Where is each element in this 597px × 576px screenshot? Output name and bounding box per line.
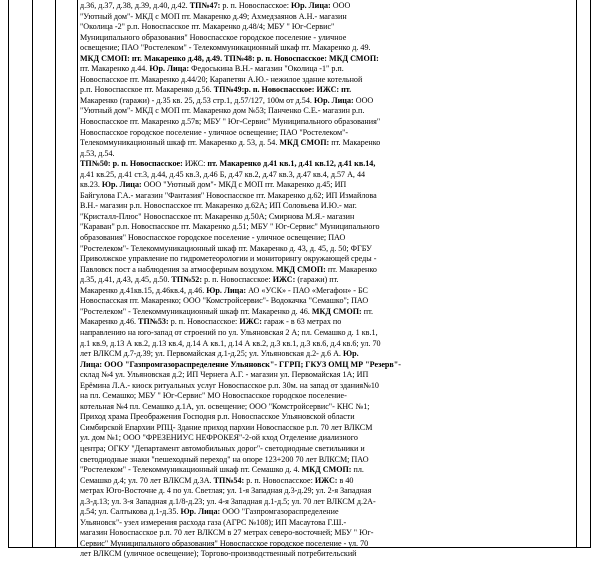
text-fragment: р. п. Новоспасское: (254, 53, 329, 63)
text-line (80, 423, 574, 434)
text-fragment: Макаренко д.46. (80, 317, 139, 327)
text-fragment: освещение; ПАО "Ростелеком" - Телекоммуникационный шкаф пт. Макаренко д. 49. (80, 43, 371, 53)
text-fragment: д.41 кв.25, д.41 ст.3, д.44, д.45 кв.3, д.46 Б, д.47 кв.2, д.47 кв.3, д.47 кв.4, д.57 А, 44 (80, 169, 366, 179)
text-fragment: пт. Макаренко д.41 кв.1, д.41 кв.12, д.41 кв.14, (205, 159, 376, 169)
text-line (80, 539, 574, 550)
text-fragment: кв.23. (80, 180, 102, 190)
text-line (80, 117, 574, 128)
text-fragment: Федоськина В.Н.- магазин "Околица -1" р.п. (189, 64, 344, 74)
text-fragment: Новоспасская пт. Макаренко; ООО "Комстройсервис"- Водокачка "Семашко"; ПАО (80, 296, 369, 306)
text-line (80, 254, 574, 265)
text-fragment: ТП№49:р. п. Новоспасское: ИЖС: пт. (213, 85, 352, 95)
text-line (80, 402, 574, 413)
text-fragment: образования" Новоспасское городское поселение - уличное освещение; ПАО (80, 233, 346, 243)
text-fragment: В.Н.- магазин р.п. Новоспасское пт. Макаренко д.62А; ИП Соловьева И.Ю.- маг. (80, 201, 357, 211)
text-fragment: лет ВЛКСМ (уличное освещение); Торгово-производственный потребительский (80, 549, 357, 559)
text-fragment: ТП№50: (80, 159, 111, 169)
text-line (80, 307, 574, 318)
text-fragment: пл. (351, 465, 364, 475)
text-line (80, 201, 574, 212)
text-fragment: котельная №4 пл. Семашко д.1А, ул. освещение; ООО "Комстройсервис"- КНС №1; (80, 401, 370, 411)
text-fragment: Юр. (342, 349, 359, 359)
text-fragment: Юр. Лица: (313, 95, 354, 105)
text-fragment: р. п. Новоспасское: (244, 475, 315, 485)
text-fragment: пт. Макаренко (325, 264, 377, 274)
text-fragment: Ерёмина Л.А.- киоск ритуальных услуг Новоспасское р.п. 30м. на запад от здания№10 (80, 380, 379, 390)
text-fragment: Юр. Лица: (206, 285, 247, 295)
text-fragment: магазин Новоспасское р.п. 70 лет ВЛКСМ в 27 метрах северо-восточней; МБУ " Юг- (80, 528, 374, 538)
text-line (80, 507, 574, 518)
text-fragment: Лица: (80, 359, 103, 369)
text-fragment: д.35, д.41, д.43, д.45, д.50. (80, 275, 172, 285)
text-line (80, 518, 574, 529)
text-fragment: ИЖС: (272, 275, 296, 285)
text-fragment: Макаренко д.41кв.15, д.46кв.4, д.46. (80, 285, 207, 295)
text-line (80, 212, 574, 223)
text-fragment: метрах Юго-Восточне д. 4 по ул. Светлая; ул. 1-я Западная д.3-д.29; ул. 2-я Западная (80, 486, 372, 496)
text-fragment: "Ростелеком" - Телекоммуникационный шкаф пт. Семашко д. 4. (80, 465, 302, 475)
text-fragment: Юр. Лица: (180, 507, 221, 517)
text-line (80, 391, 574, 402)
text-fragment: светодиодные знаки "пешеходный переход" на опоре 123+200 70 лет ВЛКСМ; ПАО (80, 454, 369, 464)
text-line (80, 191, 574, 202)
table-divider-1 (32, 0, 33, 548)
text-fragment: Макаренко (гаражи) - д.35 кв. 25, д.53 стр.1, д.57/127, 100м от д.54. (80, 95, 314, 105)
text-line (80, 275, 574, 286)
text-fragment: пт. Макаренко (329, 138, 381, 148)
text-line (80, 149, 574, 160)
text-fragment: МКД СМОП: (328, 53, 379, 63)
text-fragment: "Уютный дом"- МКД с МОП пт. Макаренко дом №53; Панченко С.Е.- магазин р.п. (80, 106, 365, 116)
text-fragment: МКД СМОП: (80, 53, 130, 63)
text-fragment: Муниципального образования" Новоспасское городское поселение - уличное (80, 32, 347, 42)
text-fragment: Приволжское управление по гидрометеорологии и мониторингу окружающей среды - (80, 254, 377, 264)
text-fragment: ТП№48: (224, 53, 255, 63)
text-fragment: ул. дом №1; ООО "ФРЕЗЕНИУС НЕФРОКЕЯ"-2-ой кход Отделение диализного (80, 433, 358, 443)
text-fragment: ООО (353, 95, 374, 105)
text-line (80, 85, 574, 96)
text-line (80, 497, 574, 508)
text-fragment: Симбирской Епархии РПЦ- Здание приход пархии Новоспасское р.п. 70 лет ВЛКСМ (80, 422, 373, 432)
text-line (80, 43, 574, 54)
text-fragment: МКД СМОП: (275, 264, 326, 274)
text-fragment: Новоспасское пт. Макаренко д.44/20; Карапетян А.Ю.- нежилое здание котельной (80, 74, 363, 84)
table-divider-2 (55, 0, 56, 548)
text-line (80, 486, 574, 497)
text-line (80, 159, 574, 170)
text-fragment: Юр. Лица: (101, 180, 142, 190)
text-fragment: Ульяновск"- узел измерения расхода газа (АГРС №108); ИП Масаутова Г.Ш.- (80, 517, 347, 527)
text-fragment: "Ростелеком" - Телекоммуникационный шкаф пт. Макаренко д. 46. (80, 306, 312, 316)
text-fragment: ТП№54: (213, 475, 245, 485)
text-line (80, 476, 574, 487)
text-fragment: д.36, д.37, д.38, д.39, д.40, д.42. (80, 1, 190, 10)
text-line (80, 1, 574, 12)
text-line (80, 465, 574, 476)
text-fragment: Юр. Лица: (290, 1, 331, 10)
text-line (80, 328, 574, 339)
table-cell-text (80, 1, 574, 560)
text-line (80, 222, 574, 233)
text-fragment: ИЖС: (184, 159, 206, 169)
text-fragment: д.3-д.13; ул. 3-я Западная д.1/8-д.23; ул. 4-я Западная д.1-д.5; ул. 70 лет ВЛКСМ д.2А- (80, 496, 376, 506)
text-fragment: МКД СМОП: (279, 138, 330, 148)
text-fragment: "Околица -2" р.п. Новоспасское пт. Макаренко д.48/4; МБУ " Юг-Сервис" (80, 22, 335, 32)
text-fragment: Телекоммуникационный шкаф пт. Макаренко д. 53, д. 54. (80, 138, 280, 148)
text-fragment: д.1 кв.9, д.13 А кв.2, д.13 кв.4, д.14 А кв.1, д.14 А кв.2, д.3 кв.1, д.3 кв.6, д.4 кв.6; ул. 70 (80, 338, 381, 348)
text-line (80, 170, 574, 181)
text-fragment: ТП№53: (138, 317, 169, 327)
text-line (80, 64, 574, 75)
text-fragment: р.п. Новоспасское пт. Макаренко д.56. (80, 85, 214, 95)
text-fragment: МКД СМОП: (301, 465, 352, 475)
text-fragment: на пл. Семашко; МБУ " Юг-Сервис" МО Новоспасское городское поселение- (80, 391, 347, 401)
text-fragment: пт. Макаренко д.48, д.49. (129, 53, 225, 63)
text-fragment: ООО (330, 1, 351, 10)
text-fragment: (гаражи) пт. (295, 275, 339, 285)
text-fragment: "Кристалл-Плюс" Новоспасское пт. Макаренко д.50А; Смирнова М.Я.- магазин (80, 211, 355, 221)
text-line (80, 75, 574, 86)
text-line (80, 22, 574, 33)
text-fragment: Новоспасское пт. Макаренко д.57в; МБУ " Юг-Сервис" Муниципального образования" (80, 117, 381, 127)
text-line (80, 370, 574, 381)
table-border-right (590, 0, 591, 548)
text-fragment: лет ВЛКСМ д.7-д.39; ул. Первомайская д.1-д.25; ул. Ульяновская д.2- д.6 А. (80, 349, 343, 359)
text-fragment: центра; ОГКУ "Департамент автомобильных дорог"- светодиодные светильники и (80, 443, 365, 453)
text-line (80, 296, 574, 307)
text-line (80, 33, 574, 44)
text-fragment: гараж - в 63 метрах по (261, 317, 342, 327)
text-line (80, 180, 574, 191)
text-fragment: склад №4 ул. Ульяновская д.2; ИП Чернега А.Г. - магазин ул. Первомайская 1А; ИП (80, 370, 369, 380)
text-fragment: АО «УСК» - ПАО «Мегафон» - БС (246, 285, 368, 295)
text-line (80, 317, 574, 328)
text-line (80, 138, 574, 149)
text-line (80, 286, 574, 297)
text-fragment: д.53, д.54. (80, 148, 115, 158)
text-fragment: Приход храма Преображения Господня р.п. Новоспасское Ульяновской области (80, 412, 355, 422)
table-divider-4 (576, 0, 577, 548)
text-fragment: пт. Макаренко д.44. (80, 64, 150, 74)
text-line (80, 233, 574, 244)
text-line (80, 349, 574, 360)
text-fragment: Байгулова Г.А.- магазин "Фантазия" Новоспасское пт. Макаренко д.62; ИП Измайлова (80, 190, 377, 200)
text-fragment: МКД СМОП: (311, 306, 362, 316)
text-fragment: р. п. Новоспасское: (202, 275, 273, 285)
text-fragment: "Уютный дом"- МКД с МОП пт. Макаренко д.49; Ахмедзаянов А.Н.- магазин (80, 11, 347, 21)
text-line (80, 96, 574, 107)
text-fragment: Павловск пост а наблюдения за атмосферным воздухом. (80, 264, 276, 274)
text-fragment: направлению на юго-запад от строений по ул. Ульяновская 2 А; пл. Семашко д. 1 кв.1, (80, 327, 378, 337)
text-fragment: д.54; ул. Салтыкова д.1-д.35. (80, 507, 181, 517)
text-fragment: "Ростелеком"- Телекоммуникационный шкаф пт. Макаренко д. 43, д. 45, д. 50; ФГБУ (80, 243, 372, 253)
text-line (80, 381, 574, 392)
text-line (80, 412, 574, 423)
text-fragment: р. п. Новоспасское: (168, 317, 240, 327)
text-line (80, 12, 574, 23)
text-fragment: Сервис" Муниципального образования" Новоспасское городское поселение - ул. 70 (80, 538, 369, 548)
text-line (80, 549, 574, 560)
text-line (80, 528, 574, 539)
text-line (80, 444, 574, 455)
text-fragment: ООО "Газпромгазораспределение Ульяновск"- ГГРП; ГКУЗ ОМЦ МР "Резерв"- (102, 359, 401, 369)
text-fragment: р. п. Новоспасское: (110, 159, 185, 169)
text-fragment: пт. (361, 306, 374, 316)
text-fragment: ТП№47: (189, 1, 221, 10)
text-fragment: ИЖС: (239, 317, 262, 327)
text-fragment: ООО "Газпромгазораспределение (220, 507, 339, 517)
text-fragment: Юр. Лица: (149, 64, 190, 74)
text-fragment: "Караван" р.п. Новоспасское пт. Макаренко д.51; МБУ " Юг-Сервис" Муниципального (80, 222, 380, 232)
text-line (80, 106, 574, 117)
text-line (80, 244, 574, 255)
text-fragment: р. п. Новоспасское: (220, 1, 291, 10)
text-line (80, 265, 574, 276)
text-fragment: Семашко д.4; ул. 70 лет ВЛКСМ д.3А. (80, 475, 214, 485)
text-fragment: ООО "Уютный дом"- МКД с МОП пт. Макаренко д.45; ИП (141, 180, 347, 190)
text-line (80, 360, 574, 371)
table-divider-3 (77, 0, 78, 548)
text-fragment: Новоспасское городское поселение - уличное освещение; ПАО "Ростелеком"- (80, 127, 349, 137)
text-line (80, 433, 574, 444)
text-line (80, 455, 574, 466)
text-line (80, 128, 574, 139)
text-fragment: в 40 (337, 475, 354, 485)
text-line (80, 339, 574, 350)
table-border-left (8, 0, 9, 548)
text-fragment: ИЖС: (314, 475, 338, 485)
text-fragment: ТП№52: (171, 275, 203, 285)
text-line (80, 54, 574, 65)
